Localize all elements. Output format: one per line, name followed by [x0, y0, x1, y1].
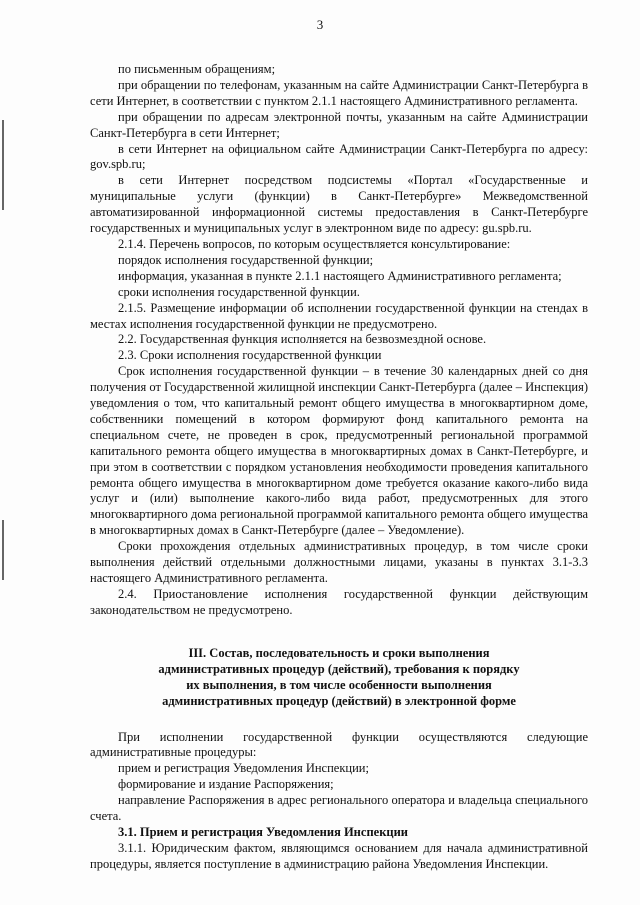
section-heading	[90, 645, 588, 710]
page-number: 3	[316, 17, 324, 32]
paragraph: Срок исполнения государственной функции – в течение 30 календарных дней со дня получения от Государственной жилищной инспекции Санкт-Петербурга (далее – Инспекция) уведомления о том, что капитальный ремонт общего имущества в многоквартирном доме, собственники помещений в котором формируют фонд капитального ремонта на специальном счете, не проведен в срок, предусмотренный региональной программой капитального ремонта общего имущества в многоквартирных домах в Санкт-Петербурге, и при этом в соответствии с порядком установления необходимости проведения капитального ремонта общего имущества в многоквартирном доме требуется оказание какого-либо вида услуг и (или) выполнение какого-либо вида работ, предусмотренных для этого многоквартирного дома региональной программой капитального ремонта общего имущества в многоквартирных домах в Санкт-Петербурге (далее – Уведомление).	[90, 364, 588, 538]
section-heading-line: III. Состав, последовательность и сроки выполнения	[188, 645, 490, 660]
paragraph: 2.4. Приостановление исполнения государственной функции действующим законодательством не предусмотрено.	[90, 586, 588, 617]
scan-edge-mark	[2, 520, 4, 580]
paragraph: 2.1.5. Размещение информации об исполнении государственной функции на стендах в местах исполнения государственной функции не предусмотрено.	[90, 300, 588, 331]
paragraph: порядок исполнения государственной функции;	[118, 252, 374, 267]
paragraph: 3.1.1. Юридическим фактом, являющимся основанием для начала административной процедуры, является поступление в администрацию района Уведомления Инспекции.	[90, 840, 588, 871]
subsection-heading: 3.1. Прием и регистрация Уведомления Инспекции	[118, 824, 408, 839]
paragraph: в сети Интернет посредством подсистемы «Портал «Государственные и муниципальные услуги (функции) в Санкт-Петербурге» Межведомственной автоматизированной информационной системы предоставления в Санкт-Петербурге государственных и муниципальных услуг в электронном виде по адресу: gu.spb.ru.	[90, 173, 588, 236]
paragraph: При исполнении государственной функции осуществляются следующие административные процедуры:	[90, 729, 588, 760]
paragraph: по письменным обращениям;	[118, 62, 276, 76]
paragraph: формирование и издание Распоряжения;	[118, 777, 334, 792]
paragraph: при обращении по телефонам, указанным на сайте Администрации Санкт-Петербурга в сети Интернет, в соответствии с пунктом 2.1.1 настоящего Административного регламента.	[90, 77, 588, 108]
paragraph: 2.3. Сроки исполнения государственной функции	[118, 348, 382, 363]
paragraph: информация, указанная в пункте 2.1.1 настоящего Административного регламента;	[118, 268, 562, 283]
paragraph: направление Распоряжения в адрес регионального оператора и владельца специального счета.	[90, 793, 588, 824]
section-heading-line: административных процедур (действий) в электронной форме	[162, 694, 516, 709]
paragraph: в сети Интернет на официальном сайте Администрации Санкт-Петербурга по адресу: gov.spb.ru;	[90, 141, 588, 172]
paragraph: прием и регистрация Уведомления Инспекции;	[118, 761, 369, 776]
paragraph: при обращении по адресам электронной почты, указанным на сайте Администрации Санкт-Петербурга в сети Интернет;	[90, 109, 588, 140]
document-body	[90, 62, 588, 873]
paragraph: Сроки прохождения отдельных административных процедур, в том числе сроки выполнения действий отдельными должностными лицами, указаны в пунктах 3.1-3.3 настоящего Административного регламента.	[90, 539, 588, 585]
paragraph: 2.1.4. Перечень вопросов, по которым осуществляется консультирование:	[118, 236, 511, 251]
paragraph: 2.2. Государственная функция исполняется на безвозмездной основе.	[118, 332, 487, 347]
paragraph: сроки исполнения государственной функции.	[118, 284, 360, 299]
section-heading-line: административных процедур (действий), требования к порядку	[158, 661, 520, 676]
scan-edge-mark	[2, 120, 4, 210]
section-heading-line: их выполнения, в том числе особенности выполнения	[186, 678, 492, 693]
